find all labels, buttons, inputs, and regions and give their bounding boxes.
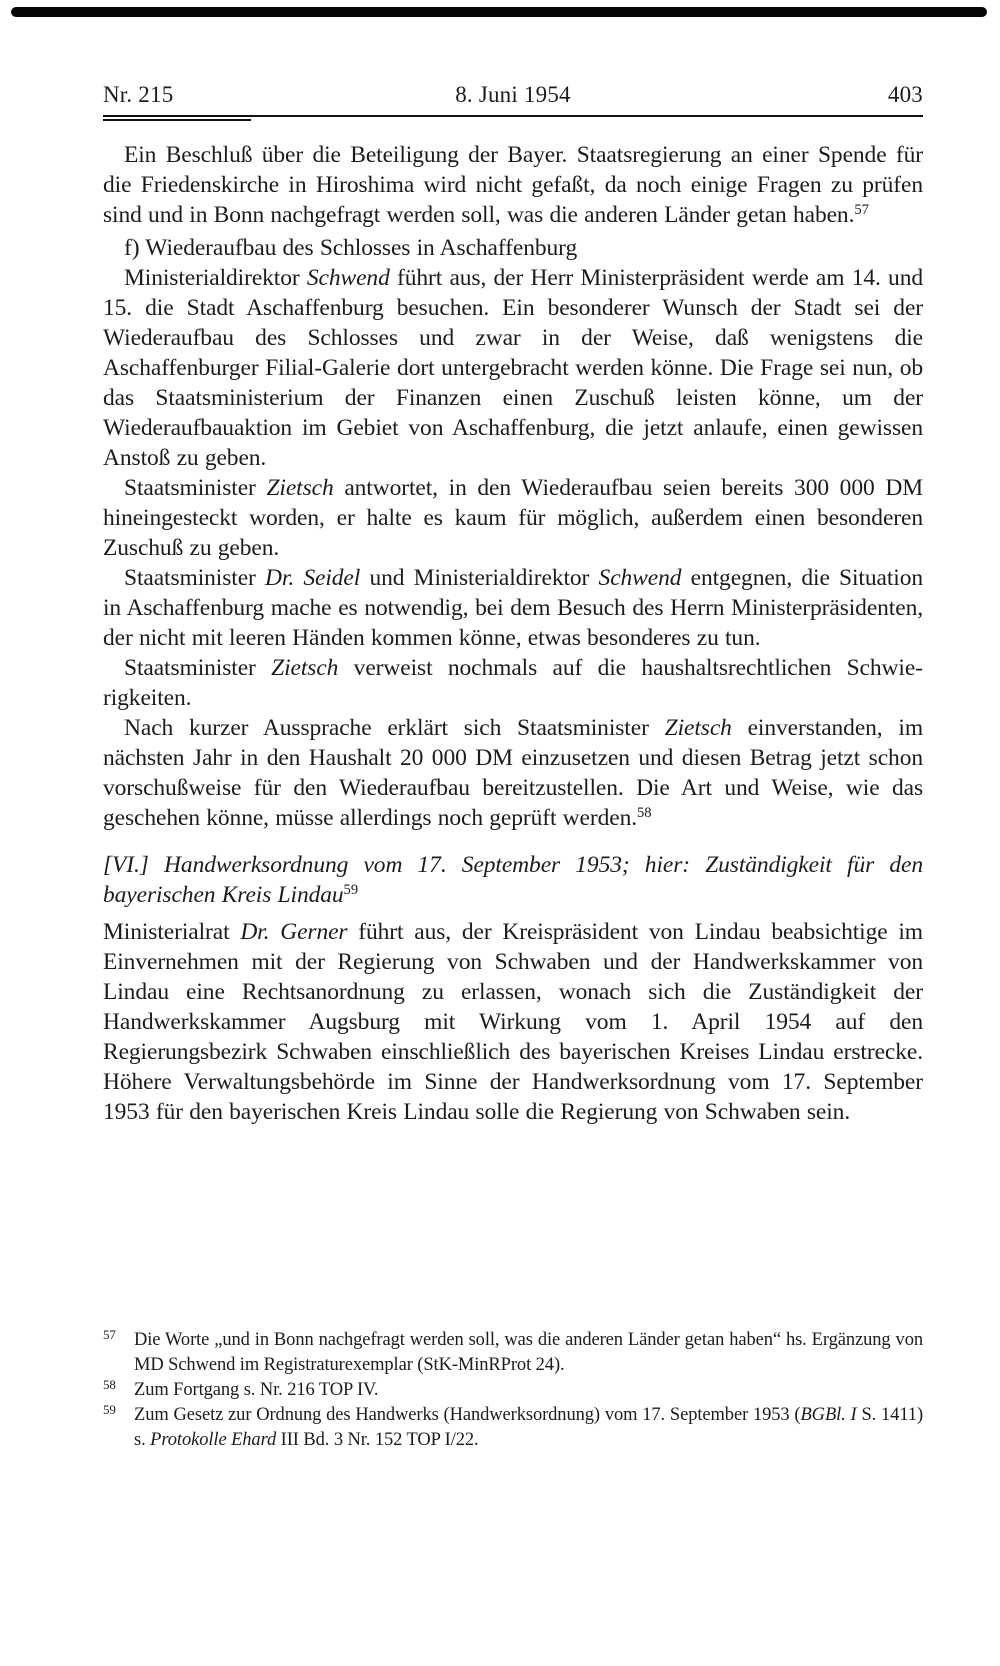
text-run: antwortet, in den Wiederaufbau seien bereits 300 000 DM hineingesteckt worden, er halte es kaum für möglich, außerdem einen besonderen Zuschuß zu geben. — [103, 475, 923, 561]
header-date: 8. Juni 1954 — [455, 82, 571, 107]
paragraph — [103, 653, 923, 713]
paragraph — [103, 263, 923, 473]
paragraph — [103, 233, 923, 263]
paragraph — [103, 140, 923, 233]
scan-artifact-bar — [11, 7, 987, 17]
italic-text-run: Protokolle Ehard — [150, 1430, 277, 1450]
paragraph — [103, 917, 923, 1127]
footnote-reference: 57 — [854, 202, 869, 218]
header-rule-left-segment — [103, 119, 251, 121]
footnote: 57 Die Worte „und in Bonn nachgefragt werden soll, was die anderen Länder getan haben“ hs. Ergänzung von MD Schwend im Registraturexemplar (StK-MinRProt 24). — [103, 1327, 923, 1375]
text-run: f) Wiederaufbau des Schlosses in Aschaffenburg — [124, 235, 578, 261]
text-run: Staatsminister — [124, 565, 266, 591]
text-run: Ministerialrat — [103, 919, 241, 945]
footnotes-block — [103, 1328, 923, 1453]
italic-text-run: Zietsch — [664, 715, 732, 741]
footnote: 59 Zum Gesetz zur Ordnung des Handwerks (Handwerksordnung) vom 17. September 1953 (BGBl. I S. 1411) s. Protokolle Ehard III Bd. 3 Nr. 152 TOP I/22. — [103, 1402, 923, 1450]
page-header — [103, 82, 923, 108]
text-run: Die Worte „und in Bonn nachgefragt werden soll, was die anderen Länder getan haben“ hs. Ergänzung von MD Schwend im Registraturexemplar (StK-MinRProt 24). — [134, 1330, 923, 1375]
paragraph — [103, 713, 923, 836]
italic-text-run: Zietsch — [271, 655, 339, 681]
footnote: 58 Zum Fortgang s. Nr. 216 TOP IV. — [103, 1377, 379, 1400]
text-run: verweist nochmals auf die haushaltsrechtlichen Schwierigkeiten. — [103, 655, 923, 711]
footnote-reference: 58 — [637, 805, 652, 821]
text-run: Nach kurzer Aussprache erklärt sich Staatsminister — [124, 715, 665, 741]
text-run: Staatsminister — [124, 475, 267, 501]
body-text — [103, 140, 923, 1127]
text-run: S. 1411) s. — [134, 1405, 923, 1450]
italic-text-run: [VI.] Handwerksordnung vom 17. September 1953; hier: Zuständigkeit für den bayerischen Kreis Lindau — [103, 852, 923, 908]
text-run: führt aus, der Kreispräsident von Lindau beabsichtige im Einvernehmen mit der Regierung von Schwaben und der Handwerkskammer von Lindau eine Rechtsanordnung zu erlassen, wonach sich die Zuständigkeit der Handwerkskammer Augsburg mit Wirkung vom 1. April 1954 auf den Regierungsbezirk Schwaben einschließlich des bayerischen Kreises Lindau erstrecke. Höhere Verwaltungsbehörde im Sinne der Handwerksordnung vom 17. September 1953 für den bayerischen Kreis Lindau solle die Regierung von Schwaben sein. — [103, 919, 923, 1125]
text-run: Zum Fortgang s. Nr. 216 TOP IV. — [134, 1380, 379, 1400]
header-rule — [103, 115, 923, 117]
paragraph — [103, 563, 923, 653]
text-run: Staatsminister — [124, 655, 272, 681]
paragraph — [103, 473, 923, 563]
text-run: Zum Gesetz zur Ordnung des Handwerks (Handwerksordnung) vom 17. September 1953 ( — [134, 1405, 801, 1425]
text-run: und Ministerialdirektor — [360, 565, 599, 591]
text-run: entgegnen, die Situation in Aschaffenburg mache es notwendig, bei dem Besuch des Herrn Ministerpräsidenten, der nicht mit leeren Händen kommen könne, etwas besonderes zu tun. — [103, 565, 923, 651]
italic-text-run: Schwend — [306, 265, 390, 291]
text-run: III Bd. 3 Nr. 152 TOP I/22. — [276, 1430, 479, 1450]
header-issue-number: Nr. 215 — [103, 82, 174, 107]
italic-text-run: BGBl. I — [800, 1405, 857, 1425]
section-heading — [103, 850, 923, 913]
text-run: Ein Beschluß über die Beteiligung der Bayer. Staatsregierung an einer Spende für die Friedenskirche in Hiroshima wird nicht gefaßt, da noch einige Fragen zu prüfen sind und in Bonn nachgefragt werden soll, was die anderen Länder getan haben. — [103, 142, 923, 228]
italic-text-run: Schwend — [598, 565, 682, 591]
header-page-number: 403 — [887, 82, 923, 107]
text-run: führt aus, der Herr Ministerpräsident werde am 14. und 15. die Stadt Aschaffenburg besuchen. Ein besonderer Wunsch der Stadt sei der Wiederaufbau des Schlosses und zwar in der Weise, daß wenigstens die Aschaffenburger Filial-Galerie dort untergebracht werden könne. Die Frage sei nun, ob das Staatsministerium der Finanzen einen Zuschuß leisten könne, um der Wiederaufbauaktion im Gebiet von Aschaffenburg, die jetzt anlaufe, einen gewissen Anstoß zu geben. — [103, 265, 923, 471]
text-run: einverstanden, im nächsten Jahr in den Haushalt 20 000 DM einzusetzen und diesen Betrag jetzt schon vorschußweise für den Wiederaufbau bereitzustellen. Die Art und Weise, wie das geschehen könne, müsse allerdings noch geprüft werden. — [103, 715, 923, 831]
text-run: Ministerialdirektor — [124, 265, 307, 291]
italic-text-run: Dr. Gerner — [240, 919, 348, 945]
italic-text-run: Zietsch — [266, 475, 334, 501]
italic-text-run: Dr. Seidel — [265, 565, 361, 591]
footnote-reference: 59 — [343, 882, 359, 898]
